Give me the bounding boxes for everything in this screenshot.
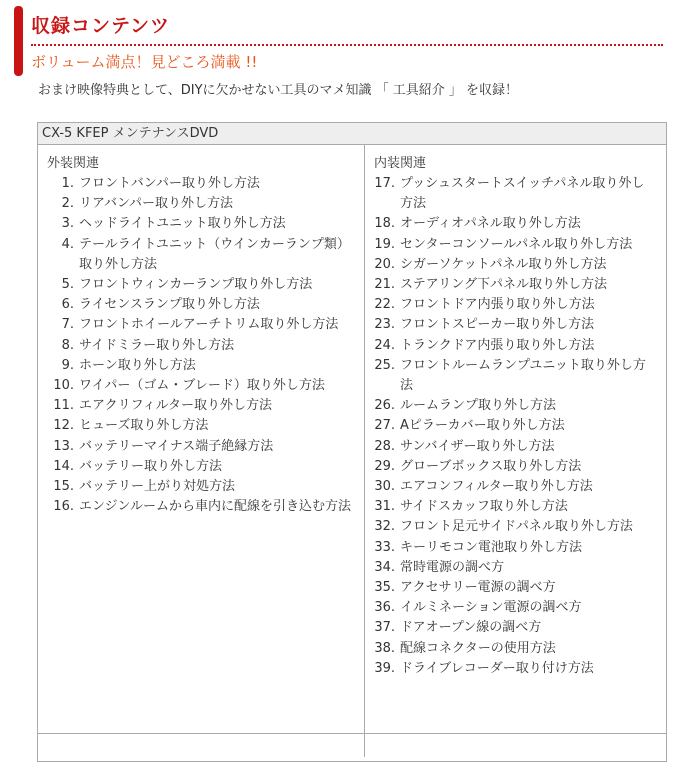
item-label: シガーソケットパネル取り外し方法 [400,256,607,272]
item-label: エンジンルームから車内に配線を引き込む方法 [79,499,352,515]
list-item [373,578,657,598]
list-item [373,598,657,618]
item-number: 26. [374,398,395,414]
item-number: 24. [374,337,395,353]
item-label: オーディオパネル取り外し方法 [400,216,581,232]
list-item [373,618,657,638]
list-item [373,497,657,517]
interior-heading: 内装関連 [374,156,427,171]
item-number: 38. [374,640,395,656]
item-number: 9. [61,357,74,373]
item-label: Aピラーカバー取り外し方法 [400,418,565,434]
item-number: 28. [374,438,395,454]
list-item [373,457,657,477]
list-item [373,174,657,214]
item-label: ステアリング下パネル取り外し方法 [400,277,607,293]
section-title: 収録コンテンツ [31,15,171,37]
item-number: 16. [53,499,74,515]
item-number: 11. [53,398,74,414]
list-item [52,315,352,335]
item-number: 10. [53,378,74,394]
item-label: ドライブレコーダー取り付け方法 [400,660,594,676]
item-number: 21. [374,277,395,293]
item-number: 36. [374,600,395,616]
item-label: センターコンソールパネル取り外し方法 [400,236,633,252]
title-dotted-divider [31,44,663,46]
item-label: バッテリー取り外し方法 [79,458,223,474]
item-number: 17. [374,176,395,191]
dvd-title: CX-5 KFEP メンテナンスDVD [38,123,666,145]
item-number: 1. [61,176,74,191]
list-item [52,174,352,194]
item-label: 常時電源の調べ方 [400,559,505,575]
item-label: フロントバンパー取り外し方法 [79,176,260,191]
item-label: ヘッドライトユニット取り外し方法 [79,216,286,232]
item-label: アクセサリー電源の調べ方 [400,580,556,596]
item-number: 14. [53,458,74,474]
item-label: ワイパー（ゴム・ブレード）取り外し方法 [79,378,325,394]
item-label: サイドミラー取り外し方法 [79,337,235,353]
item-label: ドアオープン線の調べ方 [400,620,542,636]
item-number: 5. [61,277,74,293]
exterior-heading: 外装関連 [47,156,100,171]
list-item [373,538,657,558]
list-item [52,275,352,295]
list-item [373,639,657,659]
interior-item-list [373,174,657,679]
item-label: ライセンスランプ取り外し方法 [79,297,260,313]
list-item [52,235,352,275]
item-number: 7. [61,317,74,333]
item-label: フロントウィンカーランプ取り外し方法 [79,277,313,293]
table-bottom-divider [38,733,666,734]
item-number: 32. [374,519,395,535]
item-label: テールライトユニット（ウインカーランプ類）取り外し方法 [79,236,350,272]
list-item [373,356,657,396]
item-number: 39. [374,660,395,676]
list-item [52,376,352,396]
item-label: サイドスカッフ取り外し方法 [400,499,568,515]
item-number: 33. [374,539,395,555]
list-item [373,437,657,457]
item-number: 25. [374,357,395,373]
item-number: 19. [374,236,395,252]
list-item [373,336,657,356]
list-item [373,396,657,416]
item-number: 13. [53,438,74,454]
list-item [373,659,657,679]
item-label: フロント足元サイドパネル取り外し方法 [400,519,633,535]
list-item [373,315,657,335]
list-item [52,295,352,315]
item-label: トランクドア内張り取り外し方法 [400,337,595,353]
list-item [373,295,657,315]
exterior-column [38,145,365,757]
exterior-item-list [52,174,352,517]
item-label: リアバンパー取り外し方法 [79,196,234,212]
item-label: 配線コネクターの使用方法 [400,640,556,656]
list-item [52,194,352,214]
item-label: ルームランプ取り外し方法 [400,398,557,414]
item-number: 37. [374,620,395,636]
item-label: フロントドア内張り取り外し方法 [400,297,595,313]
item-number: 30. [374,479,395,495]
item-number: 2. [61,196,74,212]
item-number: 4. [61,236,74,252]
list-item [373,275,657,295]
list-item [52,477,352,497]
list-item [52,396,352,416]
item-number: 6. [61,297,74,313]
item-number: 31. [374,499,395,515]
dvd-contents-table [37,122,667,762]
item-label: バッテリーマイナス端子絶縁方法 [79,438,274,454]
item-label: サンバイザー取り外し方法 [400,438,555,454]
list-item [52,336,352,356]
item-label: グローブボックス取り外し方法 [400,458,582,474]
list-item [373,416,657,436]
item-label: キーリモコン電池取り外し方法 [400,539,583,555]
item-number: 3. [61,216,74,232]
item-number: 22. [374,297,395,313]
list-item [373,517,657,537]
item-number: 29. [374,458,395,474]
list-item [373,214,657,234]
item-label: フロントホイールアーチトリム取り外し方法 [79,317,339,333]
list-item [373,255,657,275]
list-item [373,235,657,255]
list-item [52,416,352,436]
list-item [52,497,352,517]
list-item [52,356,352,376]
title-accent-bar [14,6,23,76]
item-label: エアコンフィルター取り外し方法 [400,479,593,495]
item-label: エアクリフィルター取り外し方法 [79,398,273,414]
item-label: イルミネーション電源の調べ方 [400,600,582,616]
item-label: プッシュスタートスイッチパネル取り外し方法 [400,176,645,212]
list-item [373,558,657,578]
item-number: 8. [61,337,74,353]
item-number: 18. [374,216,395,232]
item-number: 27. [374,418,395,434]
intro-text: おまけ映像特典として、DIYに欠かせない工具のマメ知識 「 工具紹介 」 を収録！ [38,83,519,98]
interior-column [365,145,666,757]
item-label: フロントルームランプユニット取り外し方法 [400,357,646,394]
list-item [52,457,352,477]
item-label: フロントスピーカー取り外し方法 [400,317,595,333]
item-label: ホーン取り外し方法 [79,357,196,373]
item-label: ヒューズ取り外し方法 [79,418,209,434]
item-number: 15. [53,479,74,495]
item-number: 35. [374,580,395,596]
list-item [52,214,352,234]
list-item [373,477,657,497]
item-number: 34. [374,559,395,575]
item-number: 20. [374,256,395,272]
item-number: 12. [53,418,74,434]
list-item [52,437,352,457]
item-number: 23. [374,317,395,333]
section-subtitle: ボリューム満点！見どころ満載 !! [31,53,258,71]
item-label: バッテリー上がり対処方法 [79,479,236,495]
